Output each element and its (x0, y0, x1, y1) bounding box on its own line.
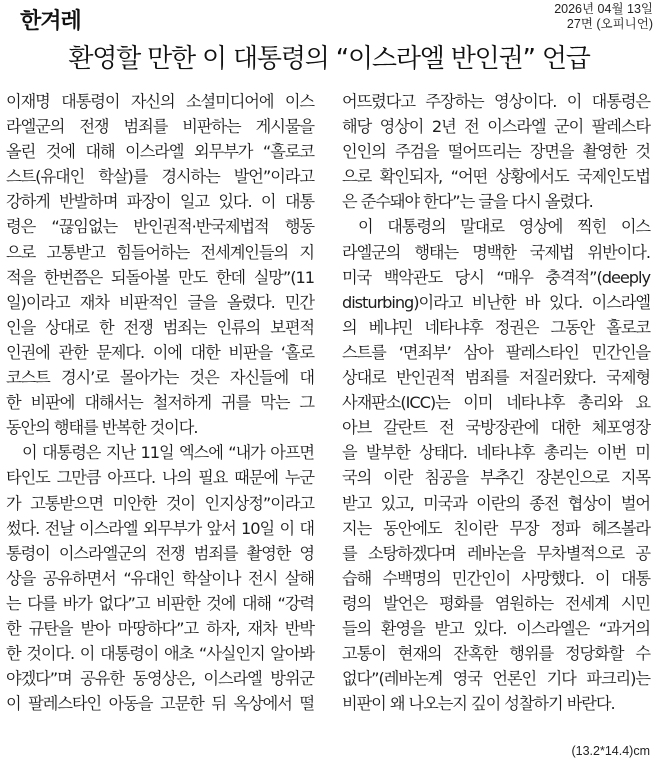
article-text-line: 이 대통령의 말대로 영상에 찍힌 이스 (358, 217, 650, 237)
article-text-line: 한 규탄을 받아 마땅하다”고 하자, 재차 반박 (6, 618, 314, 638)
newspaper-masthead: 한겨레 (20, 9, 81, 34)
article-text-line: 스트를 ‘면죄부’ 삼아 팔레스타인 민간인을 (342, 342, 650, 362)
article-text-line: 한 비판에 대해서는 철저하게 귀를 막는 그 (6, 393, 314, 413)
article-text-line: 해당 영상이 2년 전 이스라엘 군이 팔레스타 (342, 117, 650, 137)
article-text-line: 상대로 반인권적 범죄를 저질러왔다. 국제형 (342, 368, 650, 388)
article-text-line: 동안의 행태를 반복한 것이다. (6, 418, 198, 438)
article-text-line: 습해 수백명의 민간인이 사망했다. 이 대통 (342, 568, 650, 588)
article-text-line: 고통이 현재의 잔혹한 행위를 정당화할 수 (342, 644, 650, 664)
article-text-line: 야겠다”며 공유한 동영상은, 이스라엘 방위군 (6, 669, 314, 689)
article-column-left (6, 89, 314, 716)
article-text-line: 강하게 반발하며 파장이 일고 있다. 이 대통 (6, 192, 314, 212)
article-text-line: 타인도 그만큼 아프다. 나의 필요 때문에 누군 (6, 468, 314, 488)
article-text-line: 썼다. 전날 이스라엘 외무부가 앞서 10일 이 대 (6, 518, 314, 538)
article-text-line: 의 베냐민 네타냐후 정권은 그동안 홀로코 (342, 317, 650, 337)
article-text-line: 는 다를 바가 없다”고 비판한 것에 대해 “강력 (6, 593, 314, 613)
article-text-line: 가 고통받으면 미안한 것이 인지상정”이라고 (6, 493, 314, 513)
article-text-line: 을 발부한 상태다. 네타냐후 총리는 이번 미 (342, 443, 650, 463)
article-text-line: 이재명 대통령이 자신의 소셜미디어에 이스 (6, 92, 314, 111)
article-text-line: 통령이 이스라엘군의 전쟁 범죄를 촬영한 영 (6, 543, 314, 563)
article-text-line: 아브 갈란트 전 국방장관에 대한 체포영장 (342, 418, 650, 438)
article-text-line: 상을 공유하면서 “유대인 학살이나 전시 살해 (6, 568, 314, 588)
article-text-line: disturbing)이라고 비난한 바 있다. 이스라엘 (342, 292, 650, 312)
article-text-line: 를 소탕하겠다며 레바논을 무차별적으로 공 (342, 543, 650, 563)
article-text-line: 인을 상대로 한 전쟁 범죄는 인류의 보편적 (6, 317, 314, 337)
article-text-line: 없다”(레바논계 영국 언론인 기다 파크리)는 (342, 669, 650, 689)
article-text-line: 한 것이다. 이 대통령이 애초 “사실인지 알아봐 (6, 644, 314, 664)
article-text-line: 령의 발언은 평화를 염원하는 전세계 시민 (342, 593, 650, 613)
article-text-line: 이 대통령은 지난 11일 엑스에 “내가 아프면 (22, 443, 314, 463)
article-text-line: 미국 백악관도 당시 “매우 충격적”(deeply (342, 267, 650, 287)
article-text-line: 은 준수돼야 한다”는 글을 다시 올렸다. (342, 192, 593, 212)
article-text-line: 들의 환영을 받고 있다. 이스라엘은 “과거의 (342, 618, 650, 638)
article-text-line: 받고 있고, 미국과 이란의 종전 협상이 벌어 (342, 493, 650, 513)
article-text-line: 인인의 주검을 떨어뜨리는 장면을 촬영한 것 (342, 142, 650, 162)
article-text-line: 이 팔레스타인 아동을 고문한 뒤 옥상에서 떨 (6, 694, 314, 714)
article-text-line: 령은 “끊임없는 반인권적·반국제법적 행동 (6, 217, 314, 237)
article-text-line: 으로 고통받고 힘들어하는 전세계인들의 지 (6, 242, 314, 262)
article-text-line: 지는 동안에도 친이란 무장 정파 헤즈볼라 (342, 518, 650, 538)
article-text-line: 올린 것에 대해 이스라엘 외무부가 “홀로코 (6, 142, 314, 162)
article-text-line: 코스트 경시’로 몰아가는 것은 자신들에 대 (6, 368, 314, 388)
article-text-line: 일)이라고 재차 비판적인 글을 올렸다. 민간 (6, 292, 314, 312)
article-text-line: 적을 한번쯤은 되돌아볼 만도 한데 실망”(11 (6, 267, 314, 287)
article-text-line: 사재판소(ICC)는 이미 네타냐후 총리와 요 (342, 393, 650, 413)
article-text-line: 어뜨렸다고 주장하는 영상이다. 이 대통령은 (342, 92, 650, 111)
article-column-right (342, 89, 650, 716)
article-headline: 환영할 만한 이 대통령의 “이스라엘 반인권” 언급 (68, 44, 590, 74)
clipping-dimensions: (13.2*14.4)cm (571, 744, 650, 758)
article-text-line: 인권에 관한 문제다. 이에 대한 비판을 ‘홀로 (6, 342, 314, 362)
dateline (554, 2, 653, 32)
article-text-line: 스트(유대인 학살)를 경시하는 발언”이라고 (6, 167, 314, 187)
article-text-line: 국의 이란 침공을 부추긴 장본인으로 지목 (342, 468, 650, 488)
article-text-line: 라엘군의 행태는 명백한 국제법 위반이다. (342, 242, 650, 262)
article-text-line: 비판이 왜 나오는지 깊이 성찰하기 바란다. (342, 694, 615, 714)
page-section: 27면 (오피니언) (566, 17, 653, 31)
article-text-line: 으로 확인되자, “어떤 상황에서도 국제인도법 (342, 167, 650, 187)
publication-date: 2026년 04월 13일 (554, 2, 653, 16)
article-text-line: 라엘군의 전쟁 범죄를 비판하는 게시물을 (6, 117, 314, 137)
